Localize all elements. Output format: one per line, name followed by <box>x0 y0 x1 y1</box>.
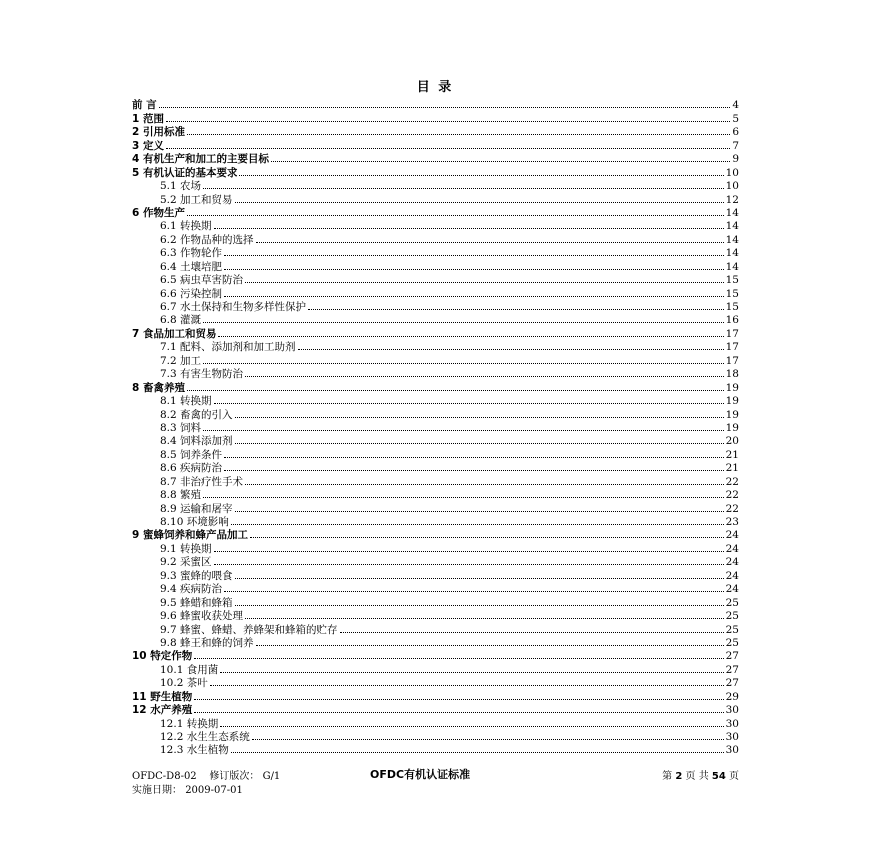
toc-entry-label: 12 水产养殖 <box>132 704 193 717</box>
toc-dot-leader <box>194 698 723 700</box>
toc-chapter-entry[interactable] <box>132 138 739 151</box>
toc-entry-label: 6.2 作物品种的选择 <box>160 233 254 246</box>
toc-entry-page: 10 <box>725 166 739 179</box>
toc-section-entry[interactable] <box>132 515 739 528</box>
toc-entry-label: 9.1 转换期 <box>160 542 212 555</box>
toc-section-entry[interactable] <box>132 461 739 474</box>
toc-dot-leader <box>203 362 724 364</box>
toc-entry-label: 8.9 运输和屠宰 <box>160 502 233 515</box>
toc-dot-leader <box>166 120 730 122</box>
toc-entry-label: 10.2 茶叶 <box>160 677 208 690</box>
toc-dot-leader <box>203 321 724 323</box>
toc-entry-label: 6.5 病虫草害防治 <box>160 274 244 287</box>
toc-dot-leader <box>235 416 724 418</box>
toc-dot-leader <box>271 160 730 162</box>
toc-section-entry[interactable] <box>132 730 739 743</box>
toc-section-entry[interactable] <box>132 259 739 272</box>
toc-section-entry[interactable] <box>132 407 739 420</box>
toc-entry-label: 前 言 <box>132 99 157 112</box>
toc-dot-leader <box>231 751 724 753</box>
toc-dot-leader <box>220 671 723 673</box>
toc-entry-page: 22 <box>725 502 739 515</box>
toc-dot-leader <box>203 429 724 431</box>
toc-dot-leader <box>194 657 723 659</box>
toc-chapter-entry[interactable] <box>132 125 739 138</box>
toc-entry-page: 15 <box>725 287 739 300</box>
footer-page-number <box>662 767 739 782</box>
toc-dot-leader <box>235 604 724 606</box>
toc-entry-page: 6 <box>732 126 739 139</box>
toc-entry-label: 8.6 疾病防治 <box>160 462 223 475</box>
toc-entry-label: 10.1 食用菌 <box>160 663 219 676</box>
toc-section-entry[interactable] <box>132 353 739 366</box>
toc-section-entry[interactable] <box>132 541 739 554</box>
toc-dot-leader <box>298 348 724 350</box>
toc-entry-page: 19 <box>725 395 739 408</box>
toc-section-entry[interactable] <box>132 609 739 622</box>
toc-section-entry[interactable] <box>132 488 739 501</box>
toc-entry-page: 29 <box>725 690 739 703</box>
footer-effective-date <box>132 781 243 796</box>
toc-chapter-entry[interactable] <box>132 165 739 178</box>
toc-entry-page: 14 <box>725 206 739 219</box>
toc-entry-page: 21 <box>725 448 739 461</box>
toc-section-entry[interactable] <box>132 313 739 326</box>
toc-entry-label: 9.5 蜂蜡和蜂箱 <box>160 596 233 609</box>
toc-dot-leader <box>235 510 724 512</box>
toc-section-entry[interactable] <box>132 555 739 568</box>
toc-section-entry[interactable] <box>132 743 739 756</box>
footer-doc-title: OFDC有机认证标准 <box>370 768 471 781</box>
toc-entry-page: 17 <box>725 354 739 367</box>
toc-entry-page: 24 <box>725 556 739 569</box>
toc-entry-page: 25 <box>725 610 739 623</box>
toc-entry-page: 14 <box>725 247 739 260</box>
toc-entry-label: 6.1 转换期 <box>160 220 212 233</box>
toc-chapter-entry[interactable] <box>132 206 739 219</box>
toc-dot-leader <box>245 483 724 485</box>
toc-entry-label: 8 畜禽养殖 <box>132 381 185 394</box>
toc-entry-label: 7.2 加工 <box>160 354 202 367</box>
footer-page-mid: 页 共 <box>685 771 709 782</box>
toc-entry-page: 22 <box>725 489 739 502</box>
toc-dot-leader <box>194 711 723 713</box>
footer-doc-code: OFDC-D8-02 <box>132 771 197 782</box>
toc-entry-page: 27 <box>725 677 739 690</box>
toc-entry-label: 8.1 转换期 <box>160 395 212 408</box>
toc-dot-leader <box>250 536 724 538</box>
toc-entry-label: 9.4 疾病防治 <box>160 583 223 596</box>
footer-page-current: 2 <box>675 771 683 782</box>
toc-entry-label: 9.2 采蜜区 <box>160 556 212 569</box>
footer-revision-value: G/1 <box>262 771 281 782</box>
toc-dot-leader <box>214 563 724 565</box>
toc-dot-leader <box>187 389 724 391</box>
toc-chapter-entry[interactable] <box>132 649 739 662</box>
toc-entry-page: 4 <box>732 99 739 112</box>
footer-revision-label: 修订版次： <box>209 771 260 782</box>
toc-section-entry[interactable] <box>132 434 739 447</box>
footer-date-label: 实施日期： <box>132 785 182 796</box>
toc-chapter-entry[interactable] <box>132 689 739 702</box>
toc-entry-label: 8.7 非治疗性手术 <box>160 475 244 488</box>
toc-entry-label: 12.3 水生植物 <box>160 744 229 757</box>
toc-dot-leader <box>245 375 724 377</box>
toc-entry-page: 15 <box>725 274 739 287</box>
toc-section-entry[interactable] <box>132 246 739 259</box>
page-footer <box>132 767 739 796</box>
toc-dot-leader <box>159 106 731 108</box>
toc-dot-leader <box>340 631 724 633</box>
toc-entry-label: 1 范围 <box>132 112 164 125</box>
toc-dot-leader <box>239 174 723 176</box>
toc-list <box>132 98 739 756</box>
toc-entry-page: 25 <box>725 636 739 649</box>
toc-entry-page: 9 <box>732 153 739 166</box>
toc-entry-page: 10 <box>725 180 739 193</box>
toc-dot-leader <box>256 644 724 646</box>
toc-entry-page: 24 <box>725 569 739 582</box>
toc-dot-leader <box>224 590 724 592</box>
toc-dot-leader <box>214 402 724 404</box>
toc-entry-page: 20 <box>725 435 739 448</box>
toc-entry-label: 5.1 农场 <box>160 180 202 193</box>
toc-entry-page: 16 <box>725 314 739 327</box>
toc-entry-page: 19 <box>725 421 739 434</box>
toc-entry-page: 27 <box>725 650 739 663</box>
toc-dot-leader <box>252 738 724 740</box>
toc-entry-label: 11 野生植物 <box>132 690 193 703</box>
footer-date-value: 2009-07-01 <box>185 785 243 796</box>
toc-chapter-entry[interactable] <box>132 111 739 124</box>
toc-section-entry[interactable] <box>132 219 739 232</box>
toc-section-entry[interactable] <box>132 273 739 286</box>
toc-chapter-entry[interactable] <box>132 380 739 393</box>
toc-section-entry[interactable] <box>132 636 739 649</box>
toc-section-entry[interactable] <box>132 447 739 460</box>
toc-entry-label: 9 蜜蜂饲养和蜂产品加工 <box>132 529 248 542</box>
toc-entry-label: 4 有机生产和加工的主要目标 <box>132 153 269 166</box>
footer-page-total: 54 <box>711 771 726 782</box>
toc-entry-page: 5 <box>732 112 739 125</box>
toc-entry-label: 8.8 繁殖 <box>160 489 202 502</box>
toc-section-entry[interactable] <box>132 501 739 514</box>
footer-doc-info <box>132 767 280 782</box>
toc-entry-page: 18 <box>725 368 739 381</box>
toc-dot-leader <box>235 201 724 203</box>
toc-section-entry[interactable] <box>132 232 739 245</box>
toc-section-entry[interactable] <box>132 676 739 689</box>
toc-section-entry[interactable] <box>132 716 739 729</box>
toc-entry-page: 30 <box>725 744 739 757</box>
toc-entry-label: 6.3 作物轮作 <box>160 247 223 260</box>
toc-dot-leader <box>203 496 724 498</box>
toc-entry-page: 30 <box>725 731 739 743</box>
toc-section-entry[interactable] <box>132 421 739 434</box>
toc-entry-page: 17 <box>725 341 739 354</box>
toc-entry-page: 25 <box>725 596 739 609</box>
toc-entry-page: 23 <box>725 516 739 528</box>
toc-entry-label: 6 作物生产 <box>132 206 185 219</box>
toc-section-entry[interactable] <box>132 340 739 353</box>
toc-entry-label: 9.8 蜂王和蜂的饲养 <box>160 636 254 649</box>
toc-entry-label: 12.2 水生生态系统 <box>160 731 250 743</box>
toc-entry-page: 25 <box>725 623 739 636</box>
toc-entry-label: 8.2 畜禽的引入 <box>160 408 233 421</box>
toc-entry-page: 27 <box>725 663 739 676</box>
toc-chapter-entry[interactable] <box>132 326 739 339</box>
toc-entry-page: 22 <box>725 475 739 488</box>
toc-entry-label: 8.10 环境影响 <box>160 516 229 528</box>
toc-entry-label: 5.2 加工和贸易 <box>160 193 233 206</box>
toc-entry-page: 30 <box>725 704 739 717</box>
toc-chapter-entry[interactable] <box>132 528 739 541</box>
toc-section-entry[interactable] <box>132 367 739 380</box>
toc-dot-leader <box>210 684 724 686</box>
toc-entry-page: 7 <box>732 139 739 152</box>
toc-entry-page: 14 <box>725 260 739 273</box>
toc-entry-page: 24 <box>725 542 739 555</box>
footer-page-suffix: 页 <box>729 771 739 782</box>
toc-entry-label: 7.1 配料、添加剂和加工助剂 <box>160 341 296 354</box>
toc-entry-label: 8.5 饲养条件 <box>160 448 223 461</box>
toc-dot-leader <box>203 187 724 189</box>
toc-entry-page: 30 <box>725 717 739 730</box>
toc-dot-leader <box>187 133 730 135</box>
toc-entry-page: 14 <box>725 233 739 246</box>
toc-section-entry[interactable] <box>132 474 739 487</box>
toc-entry-label: 10 特定作物 <box>132 650 193 663</box>
toc-dot-leader <box>235 577 724 579</box>
toc-dot-leader <box>187 214 724 216</box>
toc-chapter-entry[interactable] <box>132 152 739 165</box>
toc-chapter-entry[interactable] <box>132 703 739 716</box>
toc-entry-label: 8.3 饲料 <box>160 421 202 434</box>
toc-section-entry[interactable] <box>132 595 739 608</box>
toc-dot-leader <box>214 227 724 229</box>
toc-entry-label: 6.6 污染控制 <box>160 287 223 300</box>
toc-entry-page: 19 <box>725 381 739 394</box>
toc-entry-label: 8.4 饲料添加剂 <box>160 435 233 448</box>
toc-dot-leader <box>218 335 723 337</box>
toc-entry-label: 6.7 水土保持和生物多样性保护 <box>160 301 307 313</box>
toc-section-entry[interactable] <box>132 179 739 192</box>
toc-entry-label: 9.6 蜂蜜收获处理 <box>160 610 244 623</box>
toc-dot-leader <box>224 254 724 256</box>
toc-section-entry[interactable] <box>132 192 739 205</box>
toc-section-entry[interactable] <box>132 662 739 675</box>
toc-entry-page: 21 <box>725 462 739 475</box>
toc-dot-leader <box>214 550 724 552</box>
toc-section-entry[interactable] <box>132 582 739 595</box>
toc-section-entry[interactable] <box>132 300 739 313</box>
toc-dot-leader <box>245 281 724 283</box>
toc-dot-leader <box>224 295 724 297</box>
toc-section-entry[interactable] <box>132 568 739 581</box>
toc-chapter-entry[interactable] <box>132 98 739 111</box>
toc-dot-leader <box>256 241 724 243</box>
footer-page-prefix: 第 <box>662 771 673 782</box>
toc-title: 目 录 <box>416 80 454 95</box>
toc-section-entry[interactable] <box>132 622 739 635</box>
toc-dot-leader <box>235 442 724 444</box>
toc-entry-label: 12.1 转换期 <box>160 717 219 730</box>
toc-entry-page: 15 <box>725 301 739 313</box>
toc-section-entry[interactable] <box>132 286 739 299</box>
toc-entry-label: 9.7 蜂蜜、蜂蜡、养蜂架和蜂箱的贮存 <box>160 623 338 636</box>
toc-dot-leader <box>166 147 730 149</box>
toc-section-entry[interactable] <box>132 394 739 407</box>
toc-entry-label: 6.4 土壤培肥 <box>160 260 223 273</box>
toc-entry-label: 7.3 有害生物防治 <box>160 368 244 381</box>
toc-entry-label: 3 定义 <box>132 139 164 152</box>
toc-dot-leader <box>231 523 724 525</box>
toc-entry-label: 7 食品加工和贸易 <box>132 327 217 340</box>
toc-entry-label: 9.3 蜜蜂的喂食 <box>160 569 233 582</box>
toc-entry-page: 14 <box>725 220 739 233</box>
toc-entry-page: 17 <box>725 327 739 340</box>
toc-dot-leader <box>220 725 723 727</box>
toc-dot-leader <box>224 469 724 471</box>
toc-dot-leader <box>308 308 724 310</box>
toc-dot-leader <box>224 456 724 458</box>
toc-dot-leader <box>245 617 724 619</box>
toc-entry-page: 12 <box>725 193 739 206</box>
toc-dot-leader <box>224 268 724 270</box>
toc-entry-page: 24 <box>725 529 739 542</box>
toc-entry-label: 2 引用标准 <box>132 126 185 139</box>
toc-entry-label: 5 有机认证的基本要求 <box>132 166 238 179</box>
toc-entry-label: 6.8 灌溉 <box>160 314 202 327</box>
toc-entry-page: 24 <box>725 583 739 596</box>
toc-entry-page: 19 <box>725 408 739 421</box>
